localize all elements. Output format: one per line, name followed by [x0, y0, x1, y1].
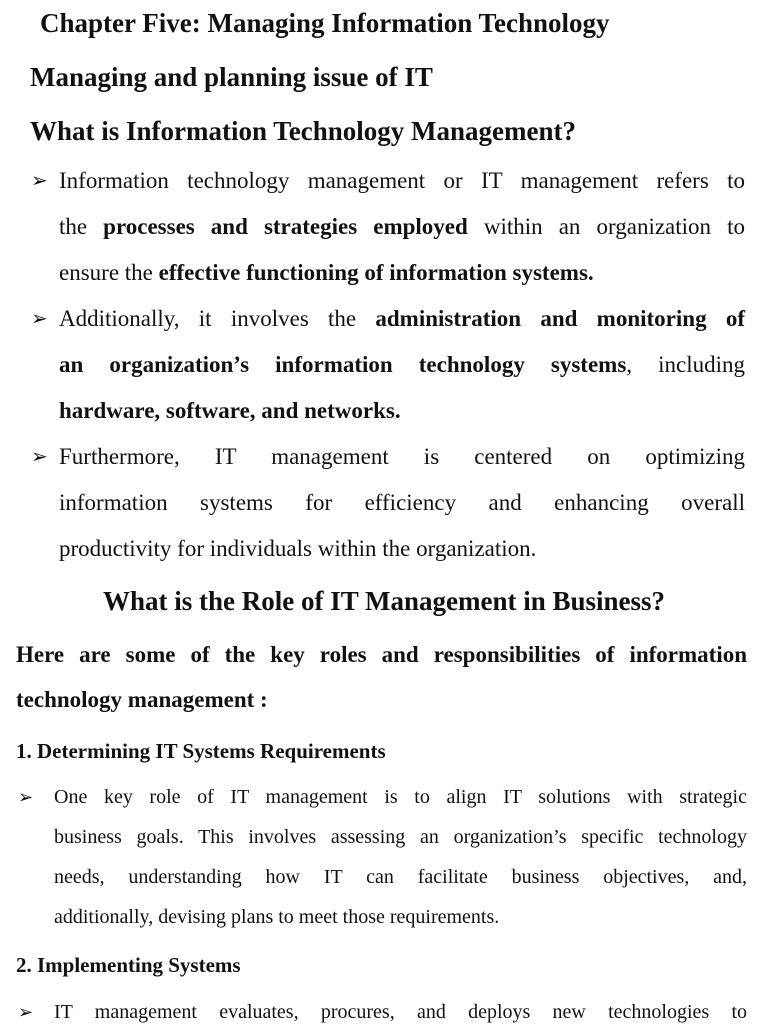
chapter-title: Chapter Five: Managing Information Technology	[40, 8, 610, 38]
arrow-bullet-icon: ➢	[31, 170, 48, 192]
section-line: business goals. This involves assessing an organization’s specific technology	[54, 826, 747, 848]
bold-phrase: processes and strategies employed	[103, 214, 468, 239]
section-title-requirements: 1. Determining IT Systems Requirements	[16, 739, 386, 763]
section-line: IT management evaluates, procures, and deploys new technologies to	[54, 1001, 747, 1023]
arrow-bullet-icon: ➢	[31, 446, 48, 468]
bullet-line: Information technology management or IT management refers to	[59, 168, 745, 193]
heading-planning: Managing and planning issue of IT	[30, 62, 433, 92]
bullet-line: an organization’s information technology systems, including	[59, 352, 745, 377]
bullet-line: information systems for efficiency and enhancing overall	[59, 490, 745, 515]
section-line: One key role of IT management is to align IT solutions with strategic	[54, 786, 747, 808]
bullet-line: the processes and strategies employed within an organization to	[59, 214, 745, 239]
section-title-implementing: 2. Implementing Systems	[16, 953, 241, 977]
heading-what-is-itm: What is Information Technology Management?	[30, 116, 577, 146]
arrow-bullet-icon: ➢	[18, 787, 34, 807]
section-line: needs, understanding how IT can facilitate business objectives, and,	[54, 866, 747, 888]
section-line: additionally, devising plans to meet those requirements.	[54, 906, 500, 928]
arrow-bullet-icon: ➢	[31, 308, 48, 330]
bold-phrase: hardware, software, and networks.	[59, 398, 401, 423]
bullet-line: ensure the effective functioning of information systems.	[59, 260, 594, 285]
intro-line: Here are some of the key roles and responsibilities of information	[16, 642, 747, 667]
bold-phrase: an organization’s information technology systems	[59, 352, 627, 377]
intro-line: technology management :	[16, 687, 268, 712]
intro-paragraph	[16, 632, 747, 722]
bold-phrase: administration and monitoring of	[375, 306, 745, 331]
bold-phrase: effective functioning of information systems.	[158, 260, 594, 285]
bullet-line: productivity for individuals within the organization.	[59, 536, 537, 561]
bullet-line: Furthermore, IT management is centered on optimizing	[59, 444, 745, 469]
heading-role: What is the Role of IT Management in Business?	[102, 586, 666, 616]
arrow-bullet-icon: ➢	[18, 1002, 34, 1022]
bullet-line: Additionally, it involves the administration and monitoring of	[59, 306, 745, 331]
bullet-line	[59, 388, 745, 434]
section-requirements-text	[54, 777, 747, 937]
section-implementing-text	[54, 992, 747, 1032]
